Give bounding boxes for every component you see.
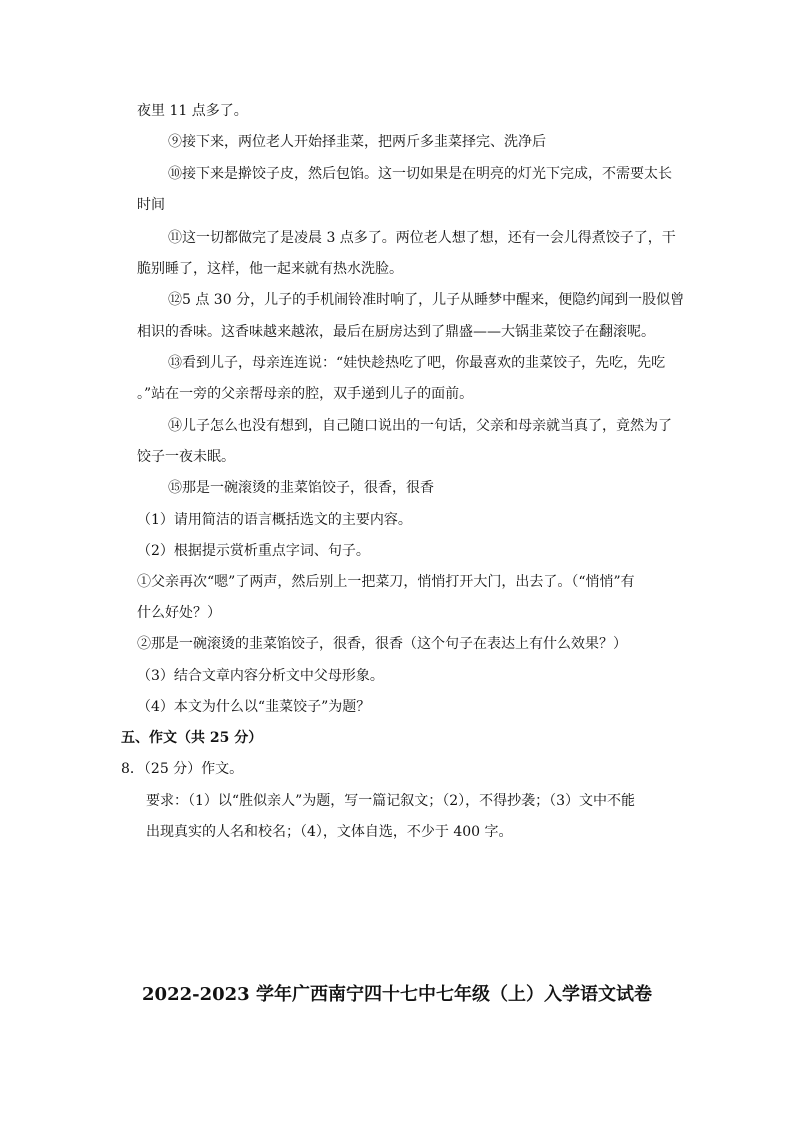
text-line: ⑨接下来，两位老人开始择韭菜，把两斤多韭菜择完、洗净后 <box>168 134 546 150</box>
text-line: ⑮那是一碗滚烫的韭菜馅饺子，很香，很香 <box>168 480 434 496</box>
text-line: 。”站在一旁的父亲帮母亲的腔，双手递到儿子的面前。 <box>137 386 474 402</box>
question-line: （3）结合文章内容分析文中父母形象。 <box>137 668 384 684</box>
text-line: 相识的香味。这香味越来越浓，最后在厨房达到了鼎盛——大锅韭菜饺子在翻滚呢。 <box>137 324 655 340</box>
requirement-line: 出现真实的人名和校名；（4），文体自选，不少于 400 字。 <box>146 824 513 840</box>
text-line: 夜里 11 点多了。 <box>137 103 248 119</box>
text-line: 饺子一夜未眠。 <box>137 449 235 465</box>
text-line: 时间 <box>137 197 165 213</box>
text-line: ⑩接下来是擀饺子皮，然后包馅。这一切如果是在明亮的灯光下完成，不需要太长 <box>168 166 672 182</box>
question-line: ①父亲再次“嗯”了两声，然后别上一把菜刀，悄悄打开大门，出去了。（“悄悄”有 <box>137 574 635 590</box>
paper-title: 2022-2023 学年广西南宁四十七中七年级（上）入学语文试卷 <box>142 984 652 1005</box>
question-line: （1）请用简洁的语言概括选文的主要内容。 <box>137 512 412 528</box>
question-line: （2）根据提示赏析重点字词、句子。 <box>137 543 370 559</box>
section-heading: 五、作文（共 25 分） <box>121 730 263 746</box>
text-line: ⑪这一切都做完了是凌晨 3 点多了。两位老人想了想，还有一会儿得煮饺子了，干 <box>168 230 676 246</box>
text-line: 脆别睡了，这样，他一起来就有热水洗脸。 <box>137 261 403 277</box>
question-line: 什么好处？） <box>137 605 221 621</box>
text-line: ⑫5 点 30 分，儿子的手机闹铃准时响了，儿子从睡梦中醒来，便隐约闻到一股似曾 <box>168 292 685 308</box>
question-line: ②那是一碗滚烫的韭菜馅饺子，很香，很香（这个句子在表达上有什么效果？） <box>137 636 627 652</box>
text-line: ⑬看到儿子，母亲连连说：“娃快趁热吃了吧，你最喜欢的韭菜饺子，先吃，先吃 <box>168 355 666 371</box>
requirement-line: 要求：（1）以“胜似亲人”为题，写一篇记叙文；（2），不得抄袭；（3）文中不能 <box>146 793 636 809</box>
text-line: ⑭儿子怎么也没有想到，自己随口说出的一句话，父亲和母亲就当真了，竟然为了 <box>168 418 672 434</box>
question-line: （4）本文为什么以“韭菜饺子”为题？ <box>137 699 371 715</box>
question-line: 8．（25 分）作文。 <box>121 761 244 777</box>
